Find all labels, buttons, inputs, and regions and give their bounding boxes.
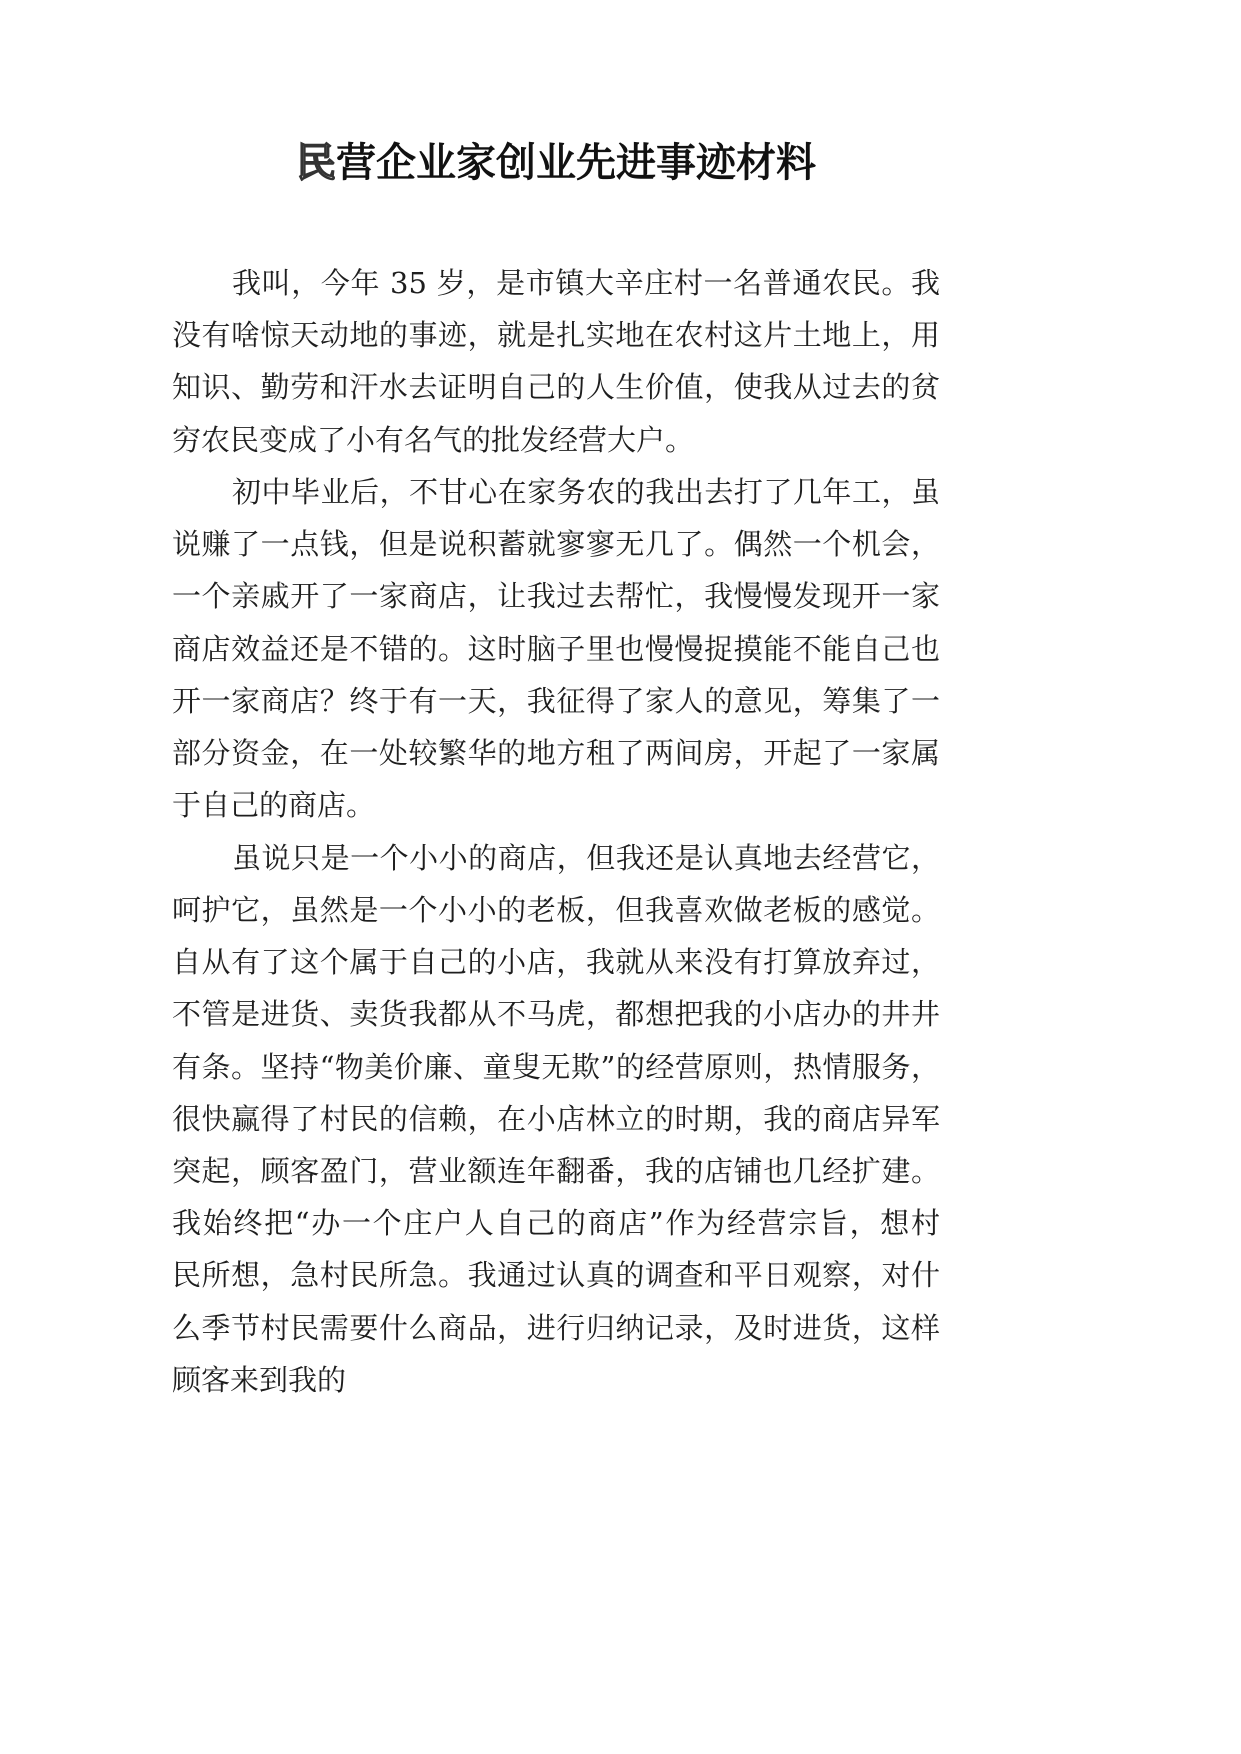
text-line: 么季节村民需要什么商品，进行归纳记录，及时进货，这样 (172, 1310, 940, 1345)
text-line: 没有啥惊天动地的事迹，就是扎实地在农村这片土地上，用 (172, 318, 940, 353)
text-line: 我始终把“办一个庄户人自己的商店”作为经营宗旨，想村 (172, 1206, 940, 1241)
paragraph (172, 466, 940, 832)
text-line: 我叫，今年 35 岁，是市镇大辛庄村一名普通农民。我 (232, 266, 940, 300)
text-line: 商店效益还是不错的。这时脑子里也慢慢捉摸能不能自己也 (172, 631, 940, 666)
text-line: 突起，顾客盈门，营业额连年翻番，我的店铺也几经扩建。 (172, 1153, 940, 1188)
paragraph (172, 832, 940, 1407)
document-title (172, 140, 940, 186)
text-line: 于自己的商店。 (172, 788, 376, 823)
text-line: 开一家商店？终于有一天，我征得了家人的意见，筹集了一 (172, 683, 940, 718)
text-line: 不管是进货、卖货我都从不马虎，都想把我的小店办的井井 (172, 997, 940, 1032)
text-line: 自从有了这个属于自己的小店，我就从来没有打算放弃过， (172, 945, 940, 980)
text-line: 呵护它，虽然是一个小小的老板，但我喜欢做老板的感觉。 (172, 892, 940, 927)
text-line: 民所想，急村民所急。我通过认真的调查和平日观察，对什 (172, 1258, 940, 1293)
text-line: 顾客来到我的 (172, 1362, 347, 1397)
document-body (172, 257, 940, 1406)
text-line: 穷农民变成了小有名气的批发经营大户。 (172, 422, 695, 457)
text-line: 说赚了一点钱，但是说积蓄就寥寥无几了。偶然一个机会， (172, 527, 940, 562)
text-line: 部分资金，在一处较繁华的地方租了两间房，开起了一家属 (172, 736, 940, 771)
text-line: 很快赢得了村民的信赖，在小店林立的时期，我的商店异军 (172, 1101, 940, 1136)
text-line: 一个亲戚开了一家商店，让我过去帮忙，我慢慢发现开一家 (172, 579, 940, 614)
text-line: 有条。坚持“物美价廉、童叟无欺”的经营原则，热情服务， (172, 1049, 940, 1084)
title-text: 营企业家创业先进事迹材料 (336, 139, 816, 186)
paragraph (172, 257, 940, 466)
text-line: 初中毕业后，不甘心在家务农的我出去打了几年工，虽 (232, 474, 940, 509)
text-line: 虽说只是一个小小的商店，但我还是认真地去经营它， (232, 840, 940, 875)
text-line: 知识、勤劳和汗水去证明自己的人生价值，使我从过去的贫 (172, 370, 940, 405)
title-outlined-char: 民 (296, 139, 336, 186)
